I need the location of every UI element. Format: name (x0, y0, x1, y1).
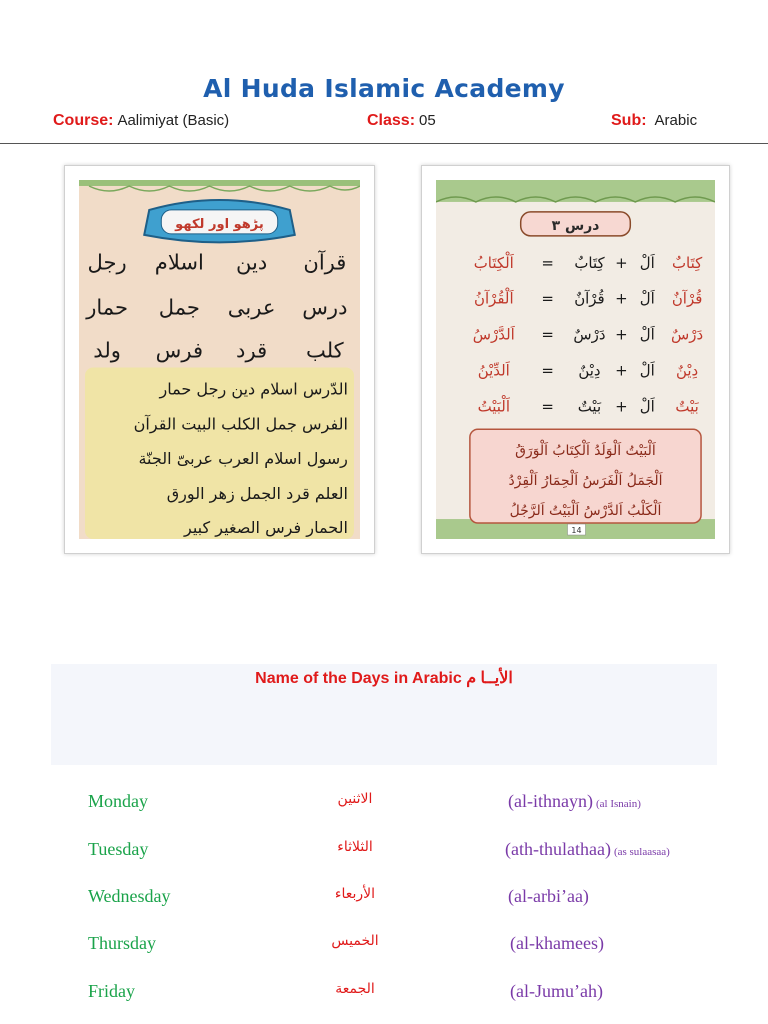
right-prefix: اَلْ (639, 325, 655, 344)
day-english: Thursday (88, 933, 156, 953)
page-title: Al Huda Islamic Academy (203, 74, 565, 103)
left-word: دین (235, 250, 268, 275)
right-result: اَلدَّرْسُ (472, 325, 515, 344)
right-word: دِيْنٌ (676, 361, 699, 380)
left-banner-text: پڑھو اور لکھو (175, 216, 264, 232)
day-english: Tuesday (88, 839, 149, 859)
right-word: بَيْتٌ (675, 397, 699, 416)
equals-sign: = (541, 325, 554, 344)
left-word: فرس (155, 338, 204, 363)
right-word: كِتَابٌ (671, 253, 703, 272)
left-sentence: الفرس جمل الکلب البیت القرآن (133, 414, 348, 434)
right-banner-text: درس ۳ (551, 217, 600, 234)
subject-field (611, 112, 697, 130)
right-prefix: اَلْ (639, 397, 655, 416)
left-word: کلب (306, 338, 344, 363)
day-transliteration (508, 886, 589, 907)
day-english: Wednesday (88, 886, 171, 906)
day-transliteration (510, 933, 604, 954)
course-field (53, 112, 229, 130)
course-value: Aalimiyat (Basic) (117, 112, 230, 129)
left-word: رجل (87, 250, 127, 275)
equals-sign: = (541, 289, 554, 308)
page-number: 14 (571, 526, 582, 536)
day-row-friday (0, 981, 768, 1011)
plus-sign: + (615, 253, 628, 272)
right-result: اَلْبَيْتُ (477, 397, 510, 416)
right-result: اَلْكِتَابُ (473, 253, 514, 272)
left-word: حمار (86, 295, 129, 320)
right-word: قُرْآنٌ (671, 289, 703, 308)
right-box-row: اَلْكَلْبُ اَلدَّرْسُ اَلْبَيْتُ اَلرَّجُلُ (509, 503, 662, 520)
left-word: ولد (93, 338, 121, 363)
right-prefix: اَلْ (639, 361, 655, 380)
right-word: دَرْسٌ (671, 325, 704, 344)
equals-sign: = (541, 361, 554, 380)
translit-main: (al-Jumu’ah) (510, 981, 603, 1001)
left-sentence: الدّرس اسلام دین رجل حمار (159, 379, 348, 399)
plus-sign: + (615, 397, 628, 416)
textbook-page-right (436, 180, 715, 539)
equals-sign: = (541, 253, 554, 272)
day-arabic: الثلاثاء (337, 839, 373, 855)
translit-main: (al-arbi’aa) (508, 886, 589, 906)
class-value: 05 (419, 112, 436, 129)
right-word: دِيْنٌ (578, 361, 601, 380)
plus-sign: + (615, 325, 628, 344)
left-word: درس (302, 295, 348, 320)
subject-label: Sub: (611, 112, 647, 129)
right-result: اَلْقُرْآنُ (473, 289, 514, 308)
header-divider (0, 143, 768, 144)
subject-value: Arabic (654, 112, 698, 129)
translit-main: (ath-thulathaa) (505, 839, 611, 859)
class-label: Class: (367, 112, 416, 129)
right-word: بَيْتٌ (577, 397, 602, 416)
left-word: اسلام (154, 250, 204, 275)
day-row-thursday (0, 933, 768, 963)
right-box-row: اَلْبَيْتُ اَلْوَلَدُ اَلْكِتَابُ اَلْوَرَقُ (515, 443, 656, 460)
class-field (367, 112, 436, 130)
textbook-photo-left (64, 165, 375, 554)
translit-main: (al-khamees) (510, 933, 604, 953)
left-sentence: رسول اسلام العرب عربیّ الجنّة (138, 449, 348, 469)
right-word: كِتَابٌ (574, 253, 605, 272)
left-word: عربی (227, 295, 276, 320)
day-row-tuesday (0, 839, 768, 869)
plus-sign: + (615, 361, 628, 380)
left-word: قرد (236, 338, 268, 363)
right-prefix: اَلْ (639, 289, 655, 308)
left-word: قرآن (303, 250, 347, 275)
right-word: قُرْآنٌ (574, 289, 605, 308)
day-row-monday (0, 791, 768, 821)
day-arabic: الأربعاء (334, 886, 376, 902)
right-word: دَرْسٌ (573, 325, 606, 344)
day-arabic: الاثنين (337, 791, 373, 807)
day-english: Friday (88, 981, 135, 1001)
textbook-page-left (79, 180, 360, 539)
equals-sign: = (541, 397, 554, 416)
course-label: Course: (53, 112, 114, 129)
day-transliteration (505, 839, 670, 860)
day-arabic: الخميس (331, 933, 379, 949)
right-prefix: اَلْ (639, 253, 655, 272)
translit-main: (al-ithnayn) (508, 791, 593, 811)
translit-alt: (as sulaasaa) (613, 846, 670, 858)
left-sentence: العلم قرد الجمل زهر الورق (166, 484, 348, 504)
left-sentence: الحمار فرس الصغیر کبیر (184, 518, 348, 538)
day-row-wednesday (0, 886, 768, 916)
right-result: اَلدِّيْنُ (477, 361, 510, 380)
plus-sign: + (615, 289, 628, 308)
day-arabic: الجمعة (335, 981, 375, 997)
day-transliteration (510, 981, 603, 1002)
day-english: Monday (88, 791, 148, 811)
days-heading: Name of the Days in Arabic الأيــا م (255, 670, 513, 687)
textbook-photo-right (421, 165, 730, 554)
translit-alt: (al Isnain) (595, 798, 641, 810)
right-box-row: اَلْجَمَلُ اَلْفَرَسُ اَلْحِمَارُ اَلْقِرْدُ (508, 473, 663, 490)
day-transliteration (508, 791, 641, 812)
left-word: جمل (158, 295, 200, 320)
